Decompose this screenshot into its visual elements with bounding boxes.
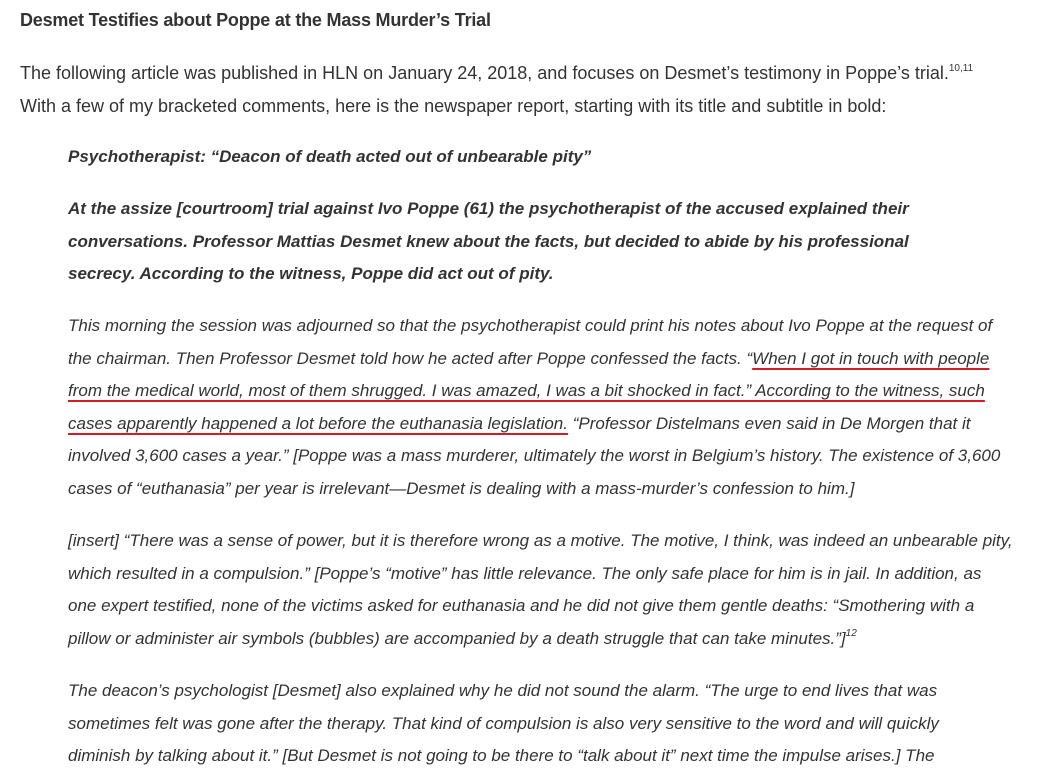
paragraph-line [68, 408, 1030, 441]
quote-title: Psychotherapist: “Deacon of death acted out of unbearable pity” [68, 147, 592, 166]
paragraph-line: sometimes felt was gone after the therapy. That kind of compulsion is also very sensitive to the word and will quickly [68, 713, 939, 733]
intro-line-1 [20, 57, 1030, 90]
quote-paragraph-2 [68, 525, 1030, 655]
intro-text-1: The following article was published in HLN on January 24, 2018, and focuses on Desmet’s testimony in Poppe’s trial. [20, 63, 949, 83]
paragraph-line [68, 343, 1030, 376]
paragraph-line: [insert] “There was a sense of power, but it is therefore wrong as a motive. The motive, I think, was indeed an unbearable pity, [68, 531, 1013, 550]
paragraph-line [68, 623, 1030, 656]
paragraph-line: involved 3,600 cases a year.” [Poppe was a mass murderer, ultimately the worst in Belgium’s history. The existence of 3,600 [68, 446, 1001, 465]
footnote-ref-10-11[interactable]: 10,11 [948, 63, 974, 74]
footnote-ref-12[interactable]: 12 [845, 627, 857, 639]
underlined-text: from the medical world, most of them shrugged. I was amazed, I was a bit shocked in fact.” According to the witness, such [68, 381, 985, 400]
subtitle-line: secrecy. According to the witness, Poppe did act out of pity. [68, 264, 554, 283]
text-run: “Professor Distelmans even said in De Morgen that it [567, 413, 971, 433]
paragraph-line: cases of “euthanasia” per year is irrelevant—Desmet is dealing with a mass-murder’s confession to him.] [68, 478, 855, 498]
intro-line-2: With a few of my bracketed comments, here is the newspaper report, starting with its title and subtitle in bold: [20, 96, 887, 116]
quote-paragraph-3 [68, 675, 1030, 773]
paragraph-line: one expert testified, none of the victims asked for euthanasia and he did not give them gentle deaths: “Smothering with a [68, 596, 975, 615]
subtitle-line: At the assize [courtroom] trial against Ivo Poppe (61) the psychotherapist of the accused explained their [68, 199, 909, 218]
underlined-text: cases apparently happened a lot before the euthanasia legislation. [68, 413, 568, 433]
quote-paragraph-1 [68, 310, 1030, 505]
paragraph-line: This morning the session was adjourned so that the psychotherapist could print his notes about Ivo Poppe at the request of [68, 316, 993, 335]
intro-paragraph [20, 57, 1030, 123]
text-run: pillow or administer air symbols (bubbles) are accompanied by a death struggle that can take minutes.”] [68, 628, 846, 648]
quote-subtitle [68, 193, 909, 291]
text-run: the chairman. Then Professor Desmet told how he acted after Poppe confessed the facts. “ [68, 348, 753, 368]
paragraph-line [68, 375, 1030, 408]
section-heading: Desmet Testifies about Poppe at the Mass Murder’s Trial [20, 10, 491, 30]
paragraph-line: The deacon’s psychologist [Desmet] also explained why he did not sound the alarm. “The urge to end lives that was [68, 681, 938, 700]
paragraph-line: which resulted in a compulsion.” [Poppe’s “motive” has little relevance. The only safe place for him is in jail. In addition, as [68, 563, 982, 583]
subtitle-line: conversations. Professor Mattias Desmet knew about the facts, but decided to abide by his professional [68, 231, 909, 251]
paragraph-line: diminish by talking about it.” [But Desmet is not going to be there to “talk about it” next time the impulse arises.] The [68, 746, 935, 765]
underlined-text: When I got in touch with people [752, 348, 990, 368]
